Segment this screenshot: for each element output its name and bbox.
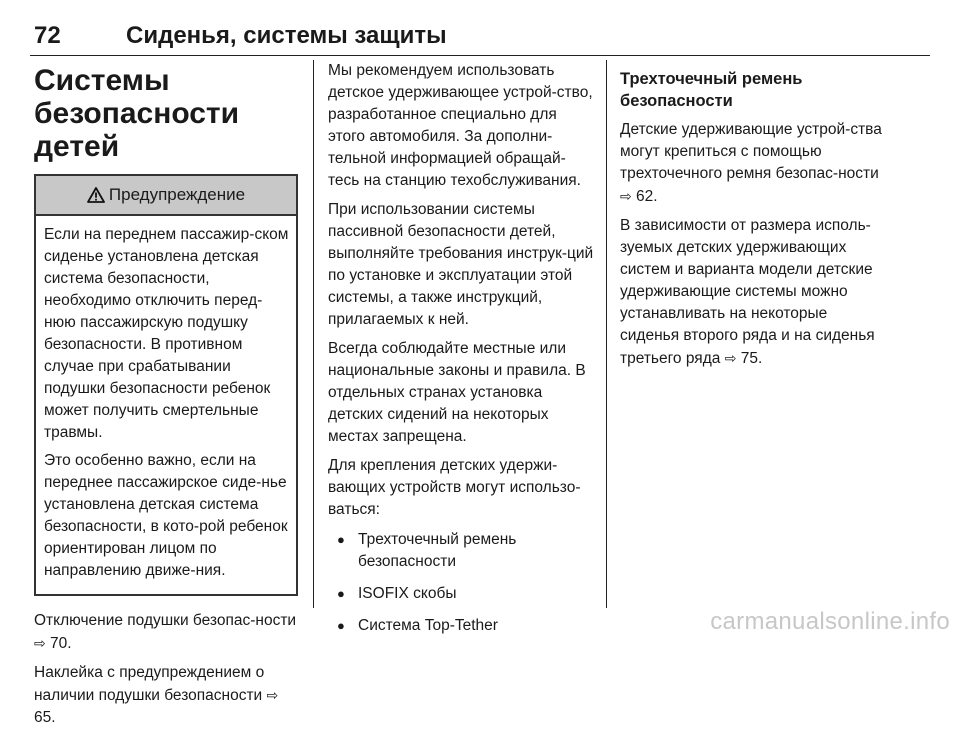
page-header: [30, 20, 930, 56]
watermark: carmanualsonline.info: [710, 608, 950, 635]
warning-paragraph-1: Если на переднем пассажир-ском сиденье установлена детская система безопасности, необходимо отключить перед-нюю пассажирскую подушку безопасности. В противном случае при срабатывании подушки безопасности ребенок может получить смертельные травмы.: [44, 226, 289, 441]
airbag-off-paragraph: Отключение подушки безопас-ности ⇨ 70.: [34, 612, 297, 652]
laws-paragraph: Всегда соблюдайте местные или национальные законы и правила. В отдельных странах установка детских сидений на некоторых местах запрещена.: [328, 340, 586, 445]
warning-paragraph-2: Это особенно важно, если на переднее пассажирское сиде-нье установлена детская система безопасности, в кото-рой ребенок ориентирован лицом по направлению движе-ния.: [44, 452, 288, 579]
running-title: Сиденья, системы защиты: [126, 22, 447, 49]
page-number: 72: [34, 22, 61, 49]
page-reference[interactable]: 65.: [34, 709, 56, 726]
seat-rows-paragraph: В зависимости от размера исполь-зуемых детских удерживающих систем и варианта модели детские удерживающие системы можно устанавливать на некоторые сиденья второго ряда и на сиденья третьего ряда ⇨ 75.: [620, 217, 875, 367]
warning-header: [36, 176, 296, 216]
airbag-references: [34, 610, 298, 729]
page-reference-arrow-icon: ⇨: [34, 635, 46, 651]
warning-body: [36, 216, 296, 594]
mounting-paragraph: Для крепления детских удержи-вающих устройств могут использо-ваться:: [328, 457, 581, 518]
warning-triangle-icon: [87, 187, 105, 203]
column-divider: [313, 60, 314, 608]
mounting-options-list: [328, 529, 596, 637]
warning-title: Предупреждение: [108, 185, 246, 204]
section-title-line2: безопасности детей: [34, 97, 240, 163]
page-reference-arrow-icon: ⇨: [724, 350, 737, 366]
section-title: [34, 64, 298, 163]
list-item: ● ISOFIX скобы: [328, 583, 596, 605]
column-divider: [606, 60, 607, 608]
page-reference[interactable]: 75.: [740, 350, 763, 367]
subsection-title: Трехточечный ремень безопасности: [620, 70, 803, 110]
instructions-paragraph: При использовании системы пассивной безопасности детей, выполняйте требования инструк-ций по установке и эксплуатации этой системы, а также инструкций, прилагаемых к ней.: [328, 201, 594, 328]
recommend-paragraph: Мы рекомендуем использовать детское удерживающее устрой-ство, разработанное специально для этого автомобиля. За дополни-тельной информацией обращай-тесь на станцию техобслуживания.: [328, 62, 593, 189]
section-title-line1: Системы: [34, 64, 170, 97]
column-3: [620, 60, 890, 377]
sticker-paragraph: Наклейка с предупреждением о наличии подушки безопасности ⇨ 65.: [34, 664, 279, 726]
list-item: ● Система Top-Tether: [328, 615, 596, 637]
page-reference[interactable]: 70.: [50, 635, 72, 652]
page-reference-arrow-icon: ⇨: [620, 188, 632, 204]
column-1: [34, 60, 298, 736]
warning-box: [34, 174, 298, 596]
page-reference-arrow-icon: ⇨: [266, 687, 279, 703]
belt-paragraph: Детские удерживающие устрой-ства могут крепиться с помощью трехточечного ремня безопас-ности ⇨ 62.: [620, 121, 882, 205]
list-item: ● Трехточечный ремень безопасности: [328, 529, 596, 573]
column-2: [328, 60, 596, 647]
header-rule: [30, 55, 930, 56]
page-reference[interactable]: 62.: [636, 188, 658, 205]
